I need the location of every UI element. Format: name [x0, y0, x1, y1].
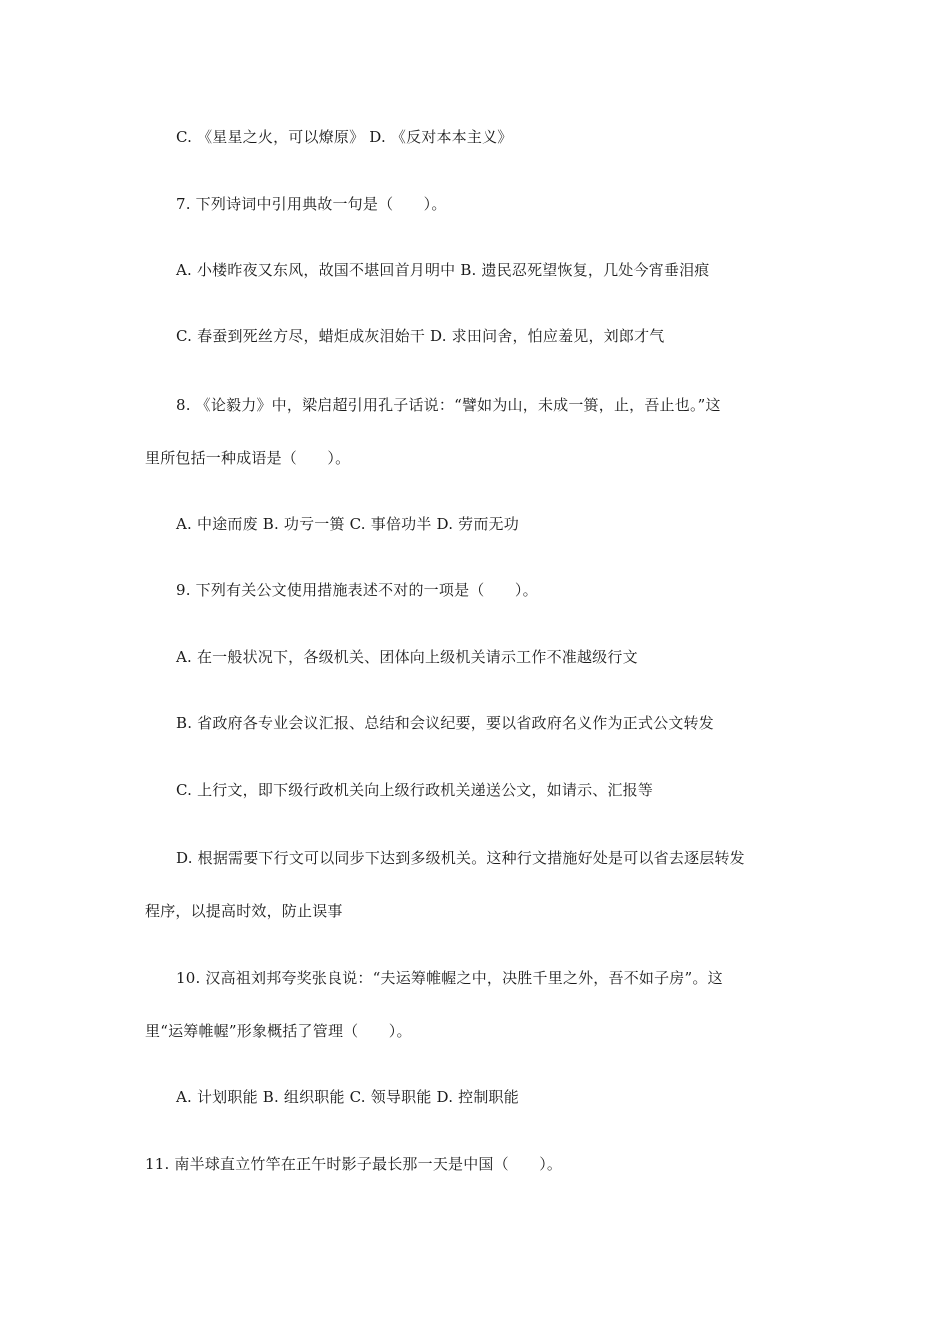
q9-stem: 9. 下列有关公文使用措施表述不对的一项是（ ）。: [176, 581, 538, 599]
q7-options-cd: C. 春蚕到死丝方尽，蜡炬成灰泪始干 D. 求田问舍，怕应羞见，刘郎才气: [176, 327, 665, 345]
q9-option-d-line-1: D. 根据需要下行文可以同步下达到多级机关。这种行文措施好处是可以省去逐层转发: [176, 849, 745, 867]
q7-stem: 7. 下列诗词中引用典故一句是（ ）。: [176, 195, 447, 213]
q8-stem-line-2: 里所包括一种成语是（ ）。: [145, 449, 351, 467]
q10-stem-line-1: 10. 汉高祖刘邦夸奖张良说：“夫运筹帷幄之中，决胜千里之外，吾不如子房”。这: [176, 969, 723, 987]
q6-options-cd: C. 《星星之火，可以燎原》 D. 《反对本本主义》: [176, 128, 513, 146]
q10-options: A. 计划职能 B. 组织职能 C. 领导职能 D. 控制职能: [176, 1088, 519, 1106]
q7-options-ab: A. 小楼昨夜又东风，故国不堪回首月明中 B. 遗民忍死望恢复，几处今宵垂泪痕: [176, 261, 710, 279]
q8-options: A. 中途而废 B. 功亏一篑 C. 事倍功半 D. 劳而无功: [176, 515, 519, 533]
q11-stem: 11. 南半球直立竹竿在正午时影子最长那一天是中国（ ）。: [145, 1155, 563, 1173]
q8-stem-line-1: 8. 《论毅力》中，梁启超引用孔子话说：“譬如为山，未成一篑，止，吾止也。”这: [176, 396, 721, 414]
q9-option-d-line-2: 程序，以提高时效，防止误事: [145, 902, 343, 920]
q9-option-c: C. 上行文，即下级行政机关向上级行政机关递送公文，如请示、汇报等: [176, 781, 654, 799]
q10-stem-line-2: 里“运筹帷幄”形象概括了管理（ ）。: [145, 1022, 412, 1040]
q9-option-b: B. 省政府各专业会议汇报、总结和会议纪要，要以省政府名义作为正式公文转发: [176, 714, 714, 732]
q9-option-a: A. 在一般状况下，各级机关、团体向上级机关请示工作不准越级行文: [176, 648, 638, 666]
